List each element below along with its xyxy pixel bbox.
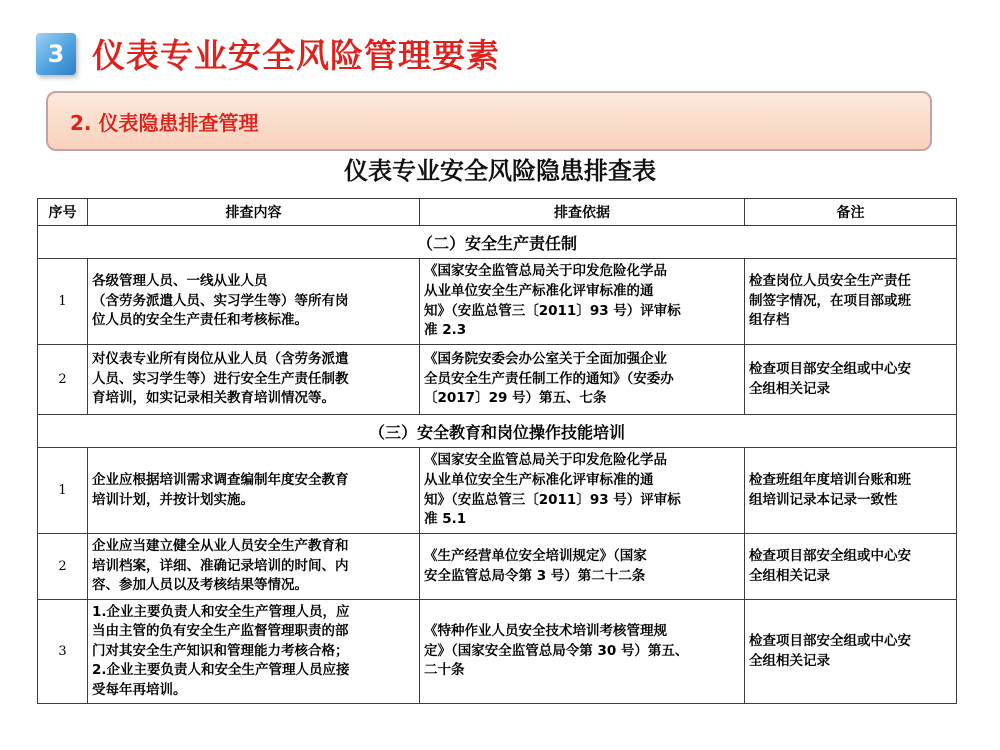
- row-basis: 《国家安全监管总局关于印发危险化学品 从业单位安全生产标准化评审标准的通 知》（安监总管三〔2011〕93 号）评审标 准 5.1: [420, 448, 745, 534]
- row-number: 3: [38, 600, 88, 704]
- subtitle-banner: 2. 仪表隐患排查管理: [46, 91, 932, 151]
- section-title: （三）安全教育和岗位操作技能培训: [38, 415, 957, 448]
- row-note: 检查项目部安全组或中心安 全组相关记录: [745, 345, 957, 415]
- table-header-row: [38, 199, 957, 226]
- row-content: 企业应根据培训需求调查编制年度安全教育 培训计划，并按计划实施。: [88, 448, 420, 534]
- table-row: [38, 259, 957, 345]
- row-number: 1: [38, 259, 88, 345]
- page-title: 仪表专业安全风险管理要素: [92, 36, 500, 75]
- section-number-badge: 3: [36, 33, 76, 75]
- table-row: [38, 534, 957, 600]
- header-cell-index: 序号: [38, 199, 88, 226]
- row-content: 企业应当建立健全从业人员安全生产教育和 培训档案，详细、准确记录培训的时间、内 容、参加人员以及考核结果等情况。: [88, 534, 420, 600]
- table-row: [38, 345, 957, 415]
- hazard-inspection-table: [37, 198, 957, 704]
- section-row: [38, 415, 957, 448]
- header-cell-basis: 排查依据: [420, 199, 745, 226]
- header-cell-note: 备注: [745, 199, 957, 226]
- row-note: 检查项目部安全组或中心安 全组相关记录: [745, 600, 957, 704]
- row-basis: 《国家安全监管总局关于印发危险化学品 从业单位安全生产标准化评审标准的通 知》（安监总管三〔2011〕93 号）评审标 准 2.3: [420, 259, 745, 345]
- section-row: [38, 226, 957, 259]
- row-note: 检查班组年度培训台账和班 组培训记录本记录一致性: [745, 448, 957, 534]
- row-basis: 《国务院安委会办公室关于全面加强企业 全员安全生产责任制工作的通知》（安委办 〔2017〕29 号）第五、七条: [420, 345, 745, 415]
- section-title: （二）安全生产责任制: [38, 226, 957, 259]
- row-content: 各级管理人员、一线从业人员 （含劳务派遣人员、实习学生等）等所有岗 位人员的安全生产责任和考核标准。: [88, 259, 420, 345]
- row-note: 检查岗位人员安全生产责任 制签字情况，在项目部或班 组存档: [745, 259, 957, 345]
- table-title: 仪表专业安全风险隐患排查表: [344, 157, 656, 185]
- row-note: 检查项目部安全组或中心安 全组相关记录: [745, 534, 957, 600]
- row-content: 1.企业主要负责人和安全生产管理人员，应 当由主管的负有安全生产监督管理职责的部 门对其安全生产知识和管理能力考核合格； 2.企业主要负责人和安全生产管理人员应接 受每年再培训。: [88, 600, 420, 704]
- row-number: 1: [38, 448, 88, 534]
- row-number: 2: [38, 345, 88, 415]
- table-row: [38, 600, 957, 704]
- row-number: 2: [38, 534, 88, 600]
- row-basis: 《特种作业人员安全技术培训考核管理规 定》（国家安全监管总局令第 30 号）第五、 二十条: [420, 600, 745, 704]
- header-cell-content: 排查内容: [88, 199, 420, 226]
- row-content: 对仪表专业所有岗位从业人员（含劳务派遣 人员、实习学生等）进行安全生产责任制教 育培训，如实记录相关教育培训情况等。: [88, 345, 420, 415]
- table-row: [38, 448, 957, 534]
- row-basis: 《生产经营单位安全培训规定》（国家 安全监管总局令第 3 号）第二十二条: [420, 534, 745, 600]
